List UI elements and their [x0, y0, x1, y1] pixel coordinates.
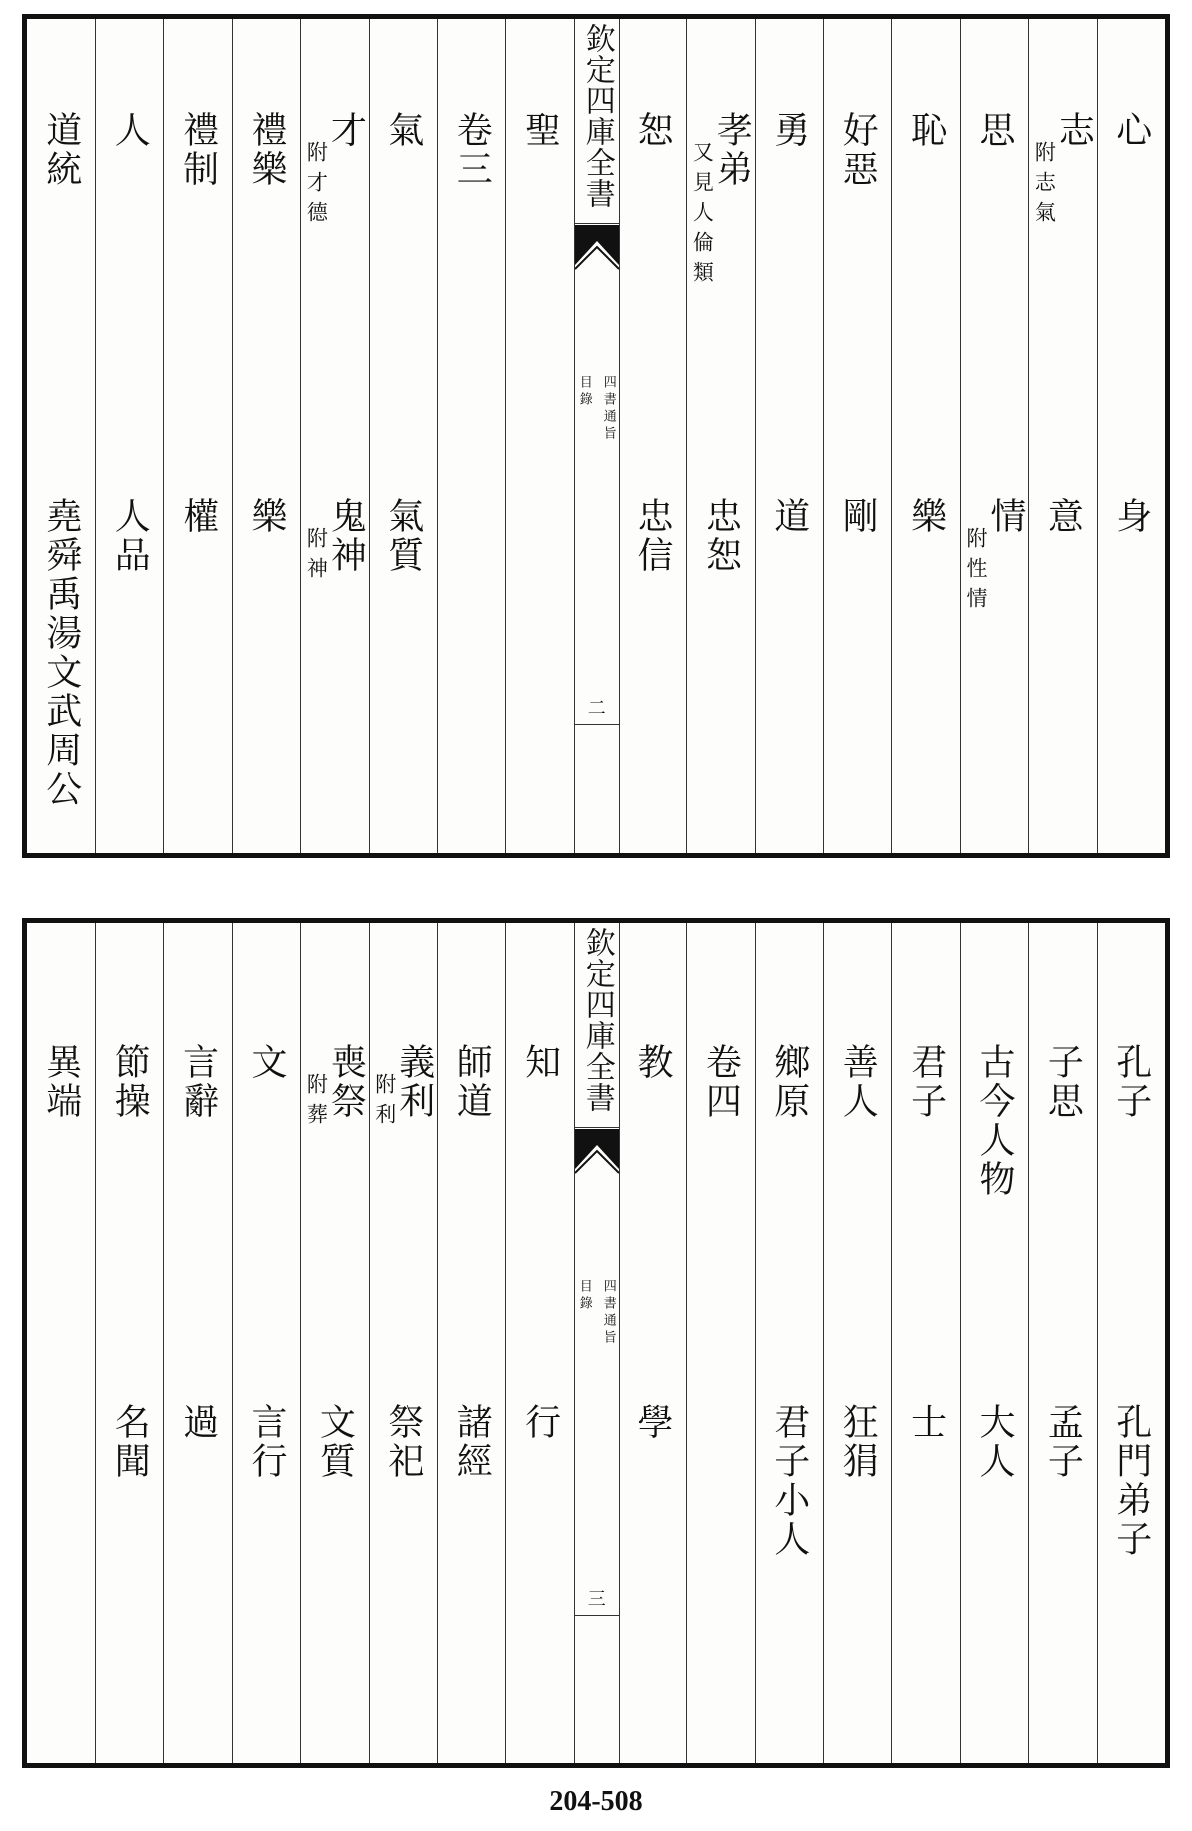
toc-entry: [960, 1043, 1028, 1199]
toc-entry-title: 君子: [905, 1043, 947, 1121]
toc-entry-group: [304, 1043, 367, 1133]
toc-subentry: [618, 497, 686, 575]
toc-entry-title: 才: [325, 111, 367, 150]
spine-book-title: 四書通旨: [600, 1279, 616, 1347]
toc-subentry-group: [768, 1403, 810, 1559]
toc-subentry-group: [973, 1403, 1015, 1481]
toc-subentry-title: 孟子: [1042, 1403, 1084, 1481]
toc-entry-group: [1042, 1043, 1084, 1121]
toc-subentry-group: [451, 1403, 493, 1481]
toc-subentry-title: 氣質: [382, 497, 424, 575]
toc-subentry: [232, 497, 300, 536]
toc-entry: [618, 1043, 686, 1082]
toc-column: [891, 19, 959, 853]
toc-entry: [1097, 1043, 1165, 1121]
toc-subentry-group: [177, 1403, 219, 1442]
toc-entry: [755, 1043, 823, 1121]
toc-entry: [1028, 111, 1096, 231]
toc-entry-group: [304, 111, 367, 231]
toc-entry-group: [837, 111, 879, 189]
footer-page-number: 204-508: [549, 1786, 643, 1817]
toc-column: [232, 923, 300, 1763]
toc-entry-title: 孝弟: [711, 111, 753, 189]
toc-entry-title: 喪祭: [325, 1043, 367, 1121]
toc-subentry: [1097, 1403, 1165, 1559]
toc-column: [369, 19, 437, 853]
toc-subentry-group: [905, 1403, 947, 1442]
toc-column: [755, 923, 823, 1763]
toc-entry-group: [245, 1043, 287, 1082]
toc-column: [163, 19, 231, 853]
spine-divider: [575, 223, 619, 224]
toc-subentry-title: 剛: [837, 497, 879, 536]
toc-entry: [369, 111, 437, 150]
toc-column: [823, 923, 891, 1763]
toc-entry: [1028, 1043, 1096, 1121]
toc-entry-title: 善人: [837, 1043, 879, 1121]
spine-page-number-text: 三: [587, 1589, 606, 1610]
toc-subentry: [823, 1403, 891, 1481]
toc-entry: [891, 1043, 959, 1121]
toc-column: [505, 19, 573, 853]
toc-subentry-title: 權: [177, 497, 219, 536]
toc-subentry-group: [768, 497, 810, 536]
toc-entry-group: [700, 1043, 742, 1121]
toc-entry-group: [519, 111, 561, 150]
toc-entry-note: 附葬: [304, 1073, 329, 1133]
toc-subentry-title: 諸經: [451, 1403, 493, 1481]
toc-subentry-group: [109, 1403, 151, 1481]
toc-entry-group: [631, 1043, 673, 1082]
toc-entry-note: 又見人倫類: [690, 141, 715, 291]
toc-entry: [232, 111, 300, 189]
toc-column: [686, 923, 754, 1763]
toc-subentry-title: 孔門弟子: [1110, 1403, 1152, 1559]
spine-title: [575, 23, 619, 209]
toc-entry-group: [1032, 111, 1095, 231]
toc-subentry-group: [1110, 497, 1152, 536]
toc-column: [686, 19, 754, 853]
spine-book-title: 四書通旨: [600, 375, 616, 443]
toc-subentry: [369, 497, 437, 575]
toc-subentry-title: 樂: [245, 497, 287, 536]
toc-subentry-group: [382, 1403, 424, 1481]
toc-column: [437, 923, 505, 1763]
toc-entry: [686, 111, 754, 291]
spine-divider: [575, 1127, 619, 1128]
toc-column: [618, 923, 686, 1763]
toc-subentry-group: [1042, 497, 1084, 536]
toc-subentry-title: 堯舜禹湯文武周公: [40, 497, 82, 809]
toc-entry-group: [177, 111, 219, 189]
fishtail-ornament-icon: [575, 225, 619, 279]
toc-column: [95, 19, 163, 853]
center-spine: [574, 923, 620, 1763]
toc-subentry-group: [109, 497, 151, 575]
toc-entry-title: 道統: [40, 111, 82, 189]
toc-entry-group: [451, 1043, 493, 1121]
toc-column: [960, 19, 1028, 853]
toc-subentry-group: [314, 1403, 356, 1481]
toc-column: [1028, 19, 1096, 853]
toc-entry-title: 卷四: [700, 1043, 742, 1121]
toc-entry-group: [768, 1043, 810, 1121]
toc-subentry-group: [245, 1403, 287, 1481]
toc-entry-title: 人: [109, 111, 151, 150]
toc-subentry-title: 人品: [109, 497, 151, 575]
toc-column: [755, 19, 823, 853]
toc-entry: [1097, 111, 1165, 150]
toc-subentry-title: 名聞: [109, 1403, 151, 1481]
toc-subentry: [437, 1403, 505, 1481]
toc-entry-group: [973, 111, 1015, 150]
toc-entry-title: 恕: [631, 111, 673, 150]
toc-subentry: [95, 1403, 163, 1481]
toc-subentry: [960, 1403, 1028, 1481]
toc-entry-title: 禮樂: [245, 111, 287, 189]
toc-entry-title: 心: [1110, 111, 1152, 150]
toc-subentry-group: [700, 497, 742, 575]
toc-column: [437, 19, 505, 853]
toc-entry: [95, 111, 163, 150]
toc-column: [300, 923, 368, 1763]
toc-subentry: [300, 1403, 368, 1481]
toc-subentry: [891, 497, 959, 536]
toc-entry-group: [1110, 111, 1152, 150]
toc-subentry: [505, 1403, 573, 1442]
toc-entry: [437, 1043, 505, 1121]
spine-title-text: 欽定四庫全書: [579, 927, 615, 1113]
spine-title-text: 欽定四庫全書: [579, 23, 615, 209]
toc-subentry-title: 情: [984, 497, 1026, 536]
toc-entry: [686, 1043, 754, 1121]
toc-entry-title: 師道: [451, 1043, 493, 1121]
toc-entry-group: [40, 111, 82, 189]
toc-subentry: [755, 1403, 823, 1559]
toc-entry-group: [973, 1043, 1015, 1199]
toc-entry: [300, 111, 368, 231]
spine-section-label: 目錄: [576, 375, 592, 409]
toc-subentry: [618, 1403, 686, 1442]
spine-page-number: [575, 694, 619, 720]
toc-column: [369, 923, 437, 1763]
toc-entry: [823, 111, 891, 189]
toc-subentry: [163, 1403, 231, 1442]
toc-entry-title: 聖: [519, 111, 561, 150]
toc-entry-group: [372, 1043, 435, 1133]
toc-column: [1097, 923, 1165, 1763]
toc-subentry-title: 樂: [905, 497, 947, 536]
toc-subentry: [1028, 1403, 1096, 1481]
toc-subentry-title: 言行: [245, 1403, 287, 1481]
toc-subentry-title: 大人: [973, 1403, 1015, 1481]
toc-column: [232, 19, 300, 853]
toc-entry: [755, 111, 823, 150]
toc-subentry-group: [837, 1403, 879, 1481]
toc-subentry-group: [1110, 1403, 1152, 1559]
toc-subentry: [891, 1403, 959, 1442]
toc-subentry: [163, 497, 231, 536]
toc-column: [300, 19, 368, 853]
toc-entry: [505, 1043, 573, 1082]
toc-subentry-note: 附神: [304, 527, 329, 587]
toc-entry-note: 附才德: [304, 141, 329, 231]
toc-entry-note: 附志氣: [1032, 141, 1057, 231]
toc-subentry: [1097, 497, 1165, 536]
toc-entry-title: 好惡: [837, 111, 879, 189]
center-spine: [574, 19, 620, 853]
toc-subentry-title: 文質: [314, 1403, 356, 1481]
toc-entry-note: 附利: [372, 1073, 397, 1133]
toc-subentry-group: [905, 497, 947, 536]
toc-entry-group: [690, 111, 753, 291]
toc-entry-title: 古今人物: [973, 1043, 1015, 1199]
toc-subentry-title: 忠恕: [700, 497, 742, 575]
toc-entry-group: [519, 1043, 561, 1082]
toc-entry: [437, 111, 505, 189]
toc-entry-title: 義利: [393, 1043, 435, 1121]
toc-column: [95, 923, 163, 1763]
toc-entry-title: 志: [1053, 111, 1095, 150]
toc-subentry-title: 忠信: [631, 497, 673, 575]
toc-subentry: [369, 1403, 437, 1481]
spine-bottom-rule: [575, 724, 619, 725]
toc-column: [1097, 19, 1165, 853]
toc-entry-title: 孔子: [1110, 1043, 1152, 1121]
toc-column: [505, 923, 573, 1763]
toc-subentry: [686, 497, 754, 575]
toc-entry-group: [382, 111, 424, 150]
top-page-columns: [27, 19, 1165, 853]
toc-entry-title: 禮制: [177, 111, 219, 189]
toc-subentry-title: 鬼神: [325, 497, 367, 575]
toc-entry-title: 節操: [109, 1043, 151, 1121]
toc-subentry-group: [631, 497, 673, 575]
toc-subentry-group: [837, 497, 879, 536]
toc-subentry-group: [1042, 1403, 1084, 1481]
toc-entry-title: 卷三: [451, 111, 493, 189]
toc-entry-group: [177, 1043, 219, 1121]
toc-entry-group: [245, 111, 287, 189]
toc-entry-title: 子思: [1042, 1043, 1084, 1121]
toc-subentry-title: 過: [177, 1403, 219, 1442]
toc-subentry-title: 祭祀: [382, 1403, 424, 1481]
spine-title: [575, 927, 619, 1113]
spine-page-number-text: 二: [587, 698, 606, 719]
top-page: [22, 14, 1170, 858]
toc-entry-group: [451, 111, 493, 189]
toc-subentry: [1028, 497, 1096, 536]
toc-entry-group: [905, 1043, 947, 1121]
spine-section-label: 目錄: [576, 1279, 592, 1313]
toc-subentry-group: [304, 497, 367, 587]
toc-entry-title: 氣: [382, 111, 424, 150]
toc-entry-group: [631, 111, 673, 150]
toc-column: [163, 923, 231, 1763]
bottom-page: [22, 918, 1170, 1768]
toc-subentry-group: [631, 1403, 673, 1442]
toc-entry: [232, 1043, 300, 1082]
toc-subentry-group: [963, 497, 1026, 617]
toc-entry-title: 鄉原: [768, 1043, 810, 1121]
toc-column: [618, 19, 686, 853]
spine-bottom-rule: [575, 1615, 619, 1616]
toc-entry: [163, 1043, 231, 1121]
toc-subentry-title: 身: [1110, 497, 1152, 536]
toc-subentry-title: 學: [631, 1403, 673, 1442]
toc-entry: [95, 1043, 163, 1121]
toc-entry-title: 恥: [905, 111, 947, 150]
toc-column: [27, 923, 95, 1763]
toc-entry-group: [109, 111, 151, 150]
toc-subentry-title: 君子小人: [768, 1403, 810, 1559]
toc-entry: [891, 111, 959, 150]
toc-entry: [505, 111, 573, 150]
toc-entry-title: 文: [245, 1043, 287, 1082]
toc-subentry-note: 附性情: [963, 527, 988, 617]
toc-column: [891, 923, 959, 1763]
toc-subentry: [755, 497, 823, 536]
toc-entry: [27, 111, 95, 189]
toc-entry: [369, 1043, 437, 1133]
toc-subentry: [300, 497, 368, 587]
toc-subentry-group: [40, 497, 82, 809]
toc-subentry-group: [382, 497, 424, 575]
toc-subentry-title: 道: [768, 497, 810, 536]
toc-entry-group: [768, 111, 810, 150]
toc-entry-group: [837, 1043, 879, 1121]
toc-entry-group: [1110, 1043, 1152, 1121]
toc-column: [1028, 923, 1096, 1763]
toc-entry-title: 知: [519, 1043, 561, 1082]
toc-subentry: [27, 497, 95, 809]
toc-entry-group: [40, 1043, 82, 1121]
toc-subentry-group: [177, 497, 219, 536]
toc-subentry-title: 意: [1042, 497, 1084, 536]
bottom-page-columns: [27, 923, 1165, 1763]
toc-entry-title: 教: [631, 1043, 673, 1082]
toc-subentry-title: 士: [905, 1403, 947, 1442]
toc-entry: [27, 1043, 95, 1121]
toc-column: [823, 19, 891, 853]
toc-subentry: [95, 497, 163, 575]
toc-column: [27, 19, 95, 853]
toc-entry-group: [905, 111, 947, 150]
toc-entry: [300, 1043, 368, 1133]
toc-entry: [960, 111, 1028, 150]
toc-entry-title: 思: [973, 111, 1015, 150]
toc-entry-title: 勇: [768, 111, 810, 150]
toc-entry: [618, 111, 686, 150]
toc-subentry-title: 狂狷: [837, 1403, 879, 1481]
spine-page-number: [575, 1585, 619, 1611]
toc-entry-title: 異端: [40, 1043, 82, 1121]
toc-subentry-title: 行: [519, 1403, 561, 1442]
toc-entry: [823, 1043, 891, 1121]
fishtail-ornament-icon: [575, 1129, 619, 1183]
toc-subentry: [232, 1403, 300, 1481]
toc-column: [960, 923, 1028, 1763]
toc-subentry-group: [519, 1403, 561, 1442]
toc-subentry: [960, 497, 1028, 617]
toc-entry-title: 言辭: [177, 1043, 219, 1121]
toc-subentry: [823, 497, 891, 536]
toc-entry: [163, 111, 231, 189]
toc-entry-group: [109, 1043, 151, 1121]
toc-subentry-group: [245, 497, 287, 536]
